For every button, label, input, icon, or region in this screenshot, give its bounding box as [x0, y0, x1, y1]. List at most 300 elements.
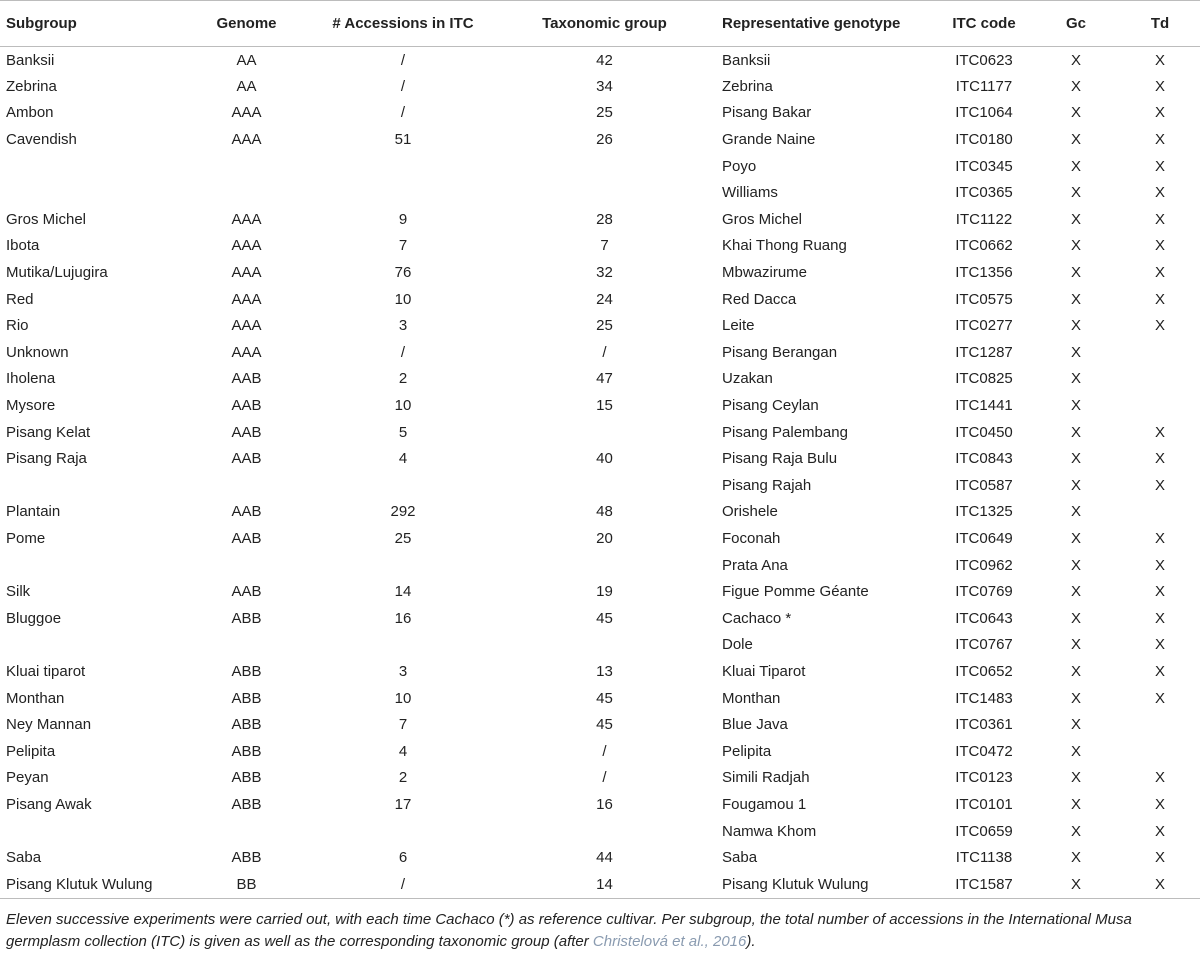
cell-taxonomic-group: 48 — [596, 503, 613, 521]
table-row — [0, 472, 1200, 499]
cell-representative-genotype: Pisang Rajah — [722, 476, 812, 494]
cell-itc-code: ITC0769 — [955, 583, 1013, 601]
cell-td: X — [1154, 317, 1165, 335]
cell-subgroup: Kluai tiparot — [6, 662, 86, 680]
cell-gc: X — [1070, 795, 1081, 813]
cell-subgroup: Peyan — [6, 769, 49, 787]
cell-taxonomic-group: / — [602, 742, 607, 760]
cell-itc-code: ITC1356 — [955, 264, 1013, 282]
cell-itc-code: ITC0472 — [955, 742, 1013, 760]
cell-td — [1120, 339, 1200, 366]
cell-itc-code: ITC1325 — [955, 503, 1013, 521]
table-row — [0, 791, 1200, 818]
table-row — [0, 179, 1200, 206]
cell-subgroup: Ambon — [6, 104, 54, 122]
cell-gc: X — [1070, 742, 1081, 760]
cell-genome: ABB — [231, 742, 262, 760]
cell-genome — [180, 179, 313, 206]
cell-representative-genotype: Grande Naine — [722, 131, 816, 149]
cell-subgroup — [0, 632, 180, 659]
cell-td: X — [1154, 609, 1165, 627]
cell-taxonomic-group: 40 — [596, 450, 613, 468]
cell-genome — [180, 818, 313, 845]
cell-gc: X — [1070, 423, 1081, 441]
cell-genome: AAB — [231, 503, 262, 521]
cell-gc: X — [1070, 716, 1081, 734]
cell-accessions: 16 — [394, 609, 412, 627]
cell-genome: ABB — [231, 849, 262, 867]
cell-taxonomic-group: 13 — [596, 662, 613, 680]
cell-genome: AAA — [231, 131, 262, 149]
cell-itc-code: ITC1441 — [955, 397, 1013, 415]
cell-accessions: 10 — [394, 290, 412, 308]
cell-taxonomic-group: / — [602, 769, 607, 787]
cell-taxonomic-group: 32 — [596, 264, 613, 282]
cell-td: X — [1154, 476, 1165, 494]
cell-taxonomic-group: 45 — [596, 689, 613, 707]
cell-itc-code: ITC0623 — [955, 51, 1013, 69]
cell-subgroup: Gros Michel — [6, 210, 87, 228]
cell-accessions — [313, 818, 493, 845]
cell-taxonomic-group — [493, 179, 716, 206]
cell-itc-code: ITC1587 — [936, 871, 1032, 899]
cell-gc: X — [1070, 636, 1081, 654]
cell-representative-genotype: Blue Java — [722, 716, 788, 734]
cell-itc-code: ITC0123 — [955, 769, 1013, 787]
cell-subgroup: Pisang Klutuk Wulung — [0, 871, 180, 899]
cell-representative-genotype: Kluai Tiparot — [722, 662, 806, 680]
cell-gc: X — [1032, 871, 1120, 899]
cell-gc: X — [1070, 849, 1081, 867]
cell-subgroup: Ney Mannan — [6, 716, 92, 734]
cell-representative-genotype: Mbwazirume — [722, 264, 808, 282]
table-row — [0, 871, 1200, 899]
cell-taxonomic-group: 42 — [596, 51, 613, 69]
cell-accessions: 3 — [398, 662, 408, 680]
cell-taxonomic-group — [493, 552, 716, 579]
table-row — [0, 499, 1200, 526]
cell-td: X — [1154, 822, 1165, 840]
table-row — [0, 711, 1200, 738]
cell-td: X — [1154, 184, 1165, 202]
cell-taxonomic-group: 34 — [596, 77, 613, 95]
table-row — [0, 605, 1200, 632]
cell-itc-code: ITC0649 — [955, 529, 1013, 547]
cell-td: X — [1154, 77, 1165, 95]
cell-td: X — [1154, 529, 1165, 547]
cell-subgroup: Pome — [6, 529, 46, 547]
cell-taxonomic-group — [493, 818, 716, 845]
cell-gc: X — [1070, 290, 1081, 308]
cell-gc: X — [1070, 184, 1081, 202]
cell-subgroup: Plantain — [6, 503, 61, 521]
caption-suffix: ). — [746, 933, 756, 951]
header-genome: Genome — [180, 1, 313, 47]
cell-subgroup — [0, 179, 180, 206]
cell-itc-code: ITC1064 — [955, 104, 1013, 122]
cell-accessions — [313, 632, 493, 659]
cell-td: X — [1154, 689, 1165, 707]
cell-gc: X — [1070, 317, 1081, 335]
cell-representative-genotype: Uzakan — [722, 370, 773, 388]
cell-subgroup — [0, 472, 180, 499]
cell-accessions: / — [400, 51, 406, 69]
cell-itc-code: ITC1287 — [955, 343, 1013, 361]
cell-accessions: 3 — [398, 317, 408, 335]
cell-genome — [180, 472, 313, 499]
cell-accessions: 7 — [398, 237, 408, 255]
cell-td: X — [1154, 131, 1165, 149]
header-itc-code: ITC code — [936, 1, 1032, 47]
cell-taxonomic-group: / — [602, 343, 607, 361]
cell-taxonomic-group: 45 — [596, 716, 613, 734]
cell-accessions: 5 — [398, 423, 408, 441]
cell-taxonomic-group: 20 — [596, 529, 613, 547]
cell-subgroup — [0, 818, 180, 845]
cell-subgroup: Iholena — [6, 370, 56, 388]
cell-taxonomic-group: 14 — [493, 871, 716, 899]
cell-representative-genotype: Saba — [722, 849, 758, 867]
cell-accessions: 2 — [398, 370, 408, 388]
cell-subgroup: Zebrina — [6, 77, 57, 95]
table-caption — [0, 899, 1200, 953]
cell-representative-genotype: Gros Michel — [722, 210, 803, 228]
cell-subgroup: Pisang Awak — [6, 795, 92, 813]
cell-itc-code: ITC0825 — [955, 370, 1013, 388]
cell-gc: X — [1070, 822, 1081, 840]
cell-td: X — [1154, 662, 1165, 680]
table-row — [0, 153, 1200, 180]
cell-accessions: 7 — [398, 716, 408, 734]
cell-td: X — [1154, 290, 1165, 308]
cell-accessions: 4 — [398, 450, 408, 468]
cell-representative-genotype: Dole — [722, 636, 753, 654]
cell-itc-code: ITC1122 — [955, 210, 1013, 228]
header-subgroup: Subgroup — [0, 1, 180, 47]
cell-genome: AAB — [231, 423, 262, 441]
cell-accessions: 51 — [394, 131, 412, 149]
cell-accessions: 17 — [394, 795, 412, 813]
cell-td: X — [1154, 769, 1165, 787]
cell-accessions — [313, 552, 493, 579]
cell-genome: AAA — [231, 343, 262, 361]
cell-gc: X — [1070, 662, 1081, 680]
table-row — [0, 312, 1200, 339]
table-body — [0, 47, 1200, 899]
header-accessions: # Accessions in ITC — [313, 1, 493, 47]
cell-subgroup: Ibota — [6, 237, 40, 255]
cell-td: X — [1154, 51, 1165, 69]
cell-td: X — [1154, 237, 1165, 255]
cell-accessions: 9 — [398, 210, 408, 228]
cell-gc: X — [1070, 237, 1081, 255]
cell-accessions: 25 — [394, 529, 412, 547]
cell-subgroup: Silk — [6, 583, 31, 601]
cell-representative-genotype: Pisang Klutuk Wulung — [716, 871, 936, 899]
cell-taxonomic-group: 28 — [596, 210, 613, 228]
cell-taxonomic-group: 47 — [596, 370, 613, 388]
cell-representative-genotype: Zebrina — [722, 77, 773, 95]
cell-genome: AAA — [231, 210, 262, 228]
cell-genome: ABB — [231, 769, 262, 787]
cell-accessions: 6 — [398, 849, 408, 867]
cell-itc-code: ITC0277 — [955, 317, 1013, 335]
cell-itc-code: ITC0587 — [955, 476, 1013, 494]
cell-td: X — [1154, 157, 1165, 175]
cell-td — [1120, 711, 1200, 738]
table-row — [0, 765, 1200, 792]
cell-taxonomic-group: 45 — [596, 609, 613, 627]
cell-itc-code: ITC0659 — [955, 822, 1013, 840]
cell-td — [1120, 738, 1200, 765]
cell-taxonomic-group: 19 — [596, 583, 613, 601]
cell-genome: AAB — [231, 397, 262, 415]
cell-td: X — [1154, 450, 1165, 468]
cell-genome — [180, 153, 313, 180]
cell-genome: AAB — [231, 450, 262, 468]
cell-td: X — [1154, 210, 1165, 228]
cell-gc: X — [1070, 529, 1081, 547]
cell-taxonomic-group: 7 — [600, 237, 609, 255]
cell-representative-genotype: Pisang Palembang — [722, 423, 848, 441]
cell-accessions: 2 — [398, 769, 408, 787]
cell-itc-code: ITC0575 — [955, 290, 1013, 308]
cell-itc-code: ITC1177 — [955, 77, 1013, 95]
cell-subgroup: Pelipita — [6, 742, 56, 760]
cell-accessions: / — [400, 104, 406, 122]
cell-accessions — [313, 153, 493, 180]
cell-taxonomic-group: 25 — [596, 104, 613, 122]
cell-representative-genotype: Poyo — [722, 157, 757, 175]
cell-genome: AA — [236, 77, 257, 95]
cell-td: X — [1154, 583, 1165, 601]
cell-td — [1120, 392, 1200, 419]
cell-representative-genotype: Pisang Raja Bulu — [722, 450, 838, 468]
table-row — [0, 844, 1200, 871]
cell-td: X — [1154, 423, 1165, 441]
cell-taxonomic-group: 44 — [596, 849, 613, 867]
cell-genome: ABB — [231, 716, 262, 734]
cell-itc-code: ITC0643 — [955, 609, 1013, 627]
table-row — [0, 552, 1200, 579]
cell-subgroup: Monthan — [6, 689, 65, 707]
cell-genome: AAA — [231, 264, 262, 282]
table-row — [0, 658, 1200, 685]
table-row — [0, 126, 1200, 153]
cell-subgroup: Bluggoe — [6, 609, 62, 627]
table-row — [0, 419, 1200, 446]
cell-accessions: / — [400, 343, 406, 361]
table-row — [0, 685, 1200, 712]
cell-gc: X — [1070, 264, 1081, 282]
cell-representative-genotype: Figue Pomme Géante — [722, 583, 869, 601]
cell-td — [1120, 499, 1200, 526]
cell-genome — [180, 552, 313, 579]
cell-gc: X — [1070, 131, 1081, 149]
cell-itc-code: ITC0361 — [955, 716, 1013, 734]
cell-td: X — [1154, 556, 1165, 574]
cell-taxonomic-group: 26 — [596, 131, 613, 149]
cell-taxonomic-group — [493, 153, 716, 180]
cell-genome: ABB — [231, 795, 262, 813]
cell-representative-genotype: Khai Thong Ruang — [722, 237, 847, 255]
header-gc: Gc — [1032, 1, 1120, 47]
cell-representative-genotype: Namwa Khom — [722, 822, 817, 840]
cell-genome — [180, 632, 313, 659]
cell-genome: AAA — [231, 104, 262, 122]
cell-taxonomic-group: 16 — [596, 795, 613, 813]
table-header — [0, 1, 1200, 47]
cell-accessions: 10 — [394, 397, 412, 415]
cell-genome: ABB — [231, 662, 262, 680]
cell-representative-genotype: Foconah — [722, 529, 781, 547]
cell-td: X — [1154, 795, 1165, 813]
cell-representative-genotype: Orishele — [722, 503, 778, 521]
cell-taxonomic-group: 24 — [596, 290, 613, 308]
cell-itc-code: ITC1483 — [955, 689, 1013, 707]
cell-subgroup: Mysore — [6, 397, 56, 415]
table-row — [0, 738, 1200, 765]
cell-representative-genotype: Banksii — [722, 51, 771, 69]
cell-genome: AAA — [231, 237, 262, 255]
cell-genome: AA — [236, 51, 257, 69]
cell-subgroup: Mutika/Lujugira — [6, 264, 108, 282]
cell-itc-code: ITC0101 — [955, 795, 1013, 813]
cell-td: X — [1154, 636, 1165, 654]
cell-representative-genotype: Simili Radjah — [722, 769, 810, 787]
cell-representative-genotype: Leite — [722, 317, 755, 335]
cell-gc: X — [1070, 609, 1081, 627]
cell-representative-genotype: Fougamou 1 — [722, 795, 807, 813]
header-row — [0, 1, 1200, 47]
cell-itc-code: ITC0365 — [955, 184, 1013, 202]
cell-genome: ABB — [231, 609, 262, 627]
cell-td: X — [1120, 871, 1200, 899]
cell-gc: X — [1070, 157, 1081, 175]
cell-taxonomic-group: 15 — [596, 397, 613, 415]
cell-subgroup: Banksii — [6, 51, 55, 69]
cell-gc: X — [1070, 104, 1081, 122]
cell-representative-genotype: Pisang Bakar — [722, 104, 812, 122]
cell-accessions — [313, 472, 493, 499]
cell-gc: X — [1070, 503, 1081, 521]
table-row — [0, 525, 1200, 552]
cell-subgroup — [0, 153, 180, 180]
cell-accessions: 292 — [390, 503, 416, 521]
cell-genome: AAB — [231, 529, 262, 547]
table-row — [0, 366, 1200, 393]
cell-taxonomic-group: 25 — [596, 317, 613, 335]
cell-representative-genotype: Pelipita — [722, 742, 772, 760]
cell-genome: ABB — [231, 689, 262, 707]
cell-subgroup: Rio — [6, 317, 29, 335]
cell-representative-genotype: Pisang Berangan — [722, 343, 838, 361]
cell-gc: X — [1070, 556, 1081, 574]
cell-subgroup: Cavendish — [6, 131, 77, 149]
cell-itc-code: ITC0962 — [955, 556, 1013, 574]
table-row — [0, 73, 1200, 100]
header-taxonomic-group: Taxonomic group — [493, 1, 716, 47]
table-row — [0, 286, 1200, 313]
cell-genome: AAA — [231, 290, 262, 308]
table-row — [0, 632, 1200, 659]
cell-td: X — [1154, 104, 1165, 122]
table-row — [0, 259, 1200, 286]
cell-accessions: 10 — [394, 689, 412, 707]
cell-gc: X — [1070, 51, 1081, 69]
cell-representative-genotype: Cachaco * — [722, 609, 792, 627]
cell-gc: X — [1070, 476, 1081, 494]
cell-gc: X — [1070, 343, 1081, 361]
cell-subgroup: Red — [6, 290, 34, 308]
cell-subgroup: Pisang Raja — [6, 450, 87, 468]
table-row — [0, 47, 1200, 74]
cell-itc-code: ITC1138 — [955, 849, 1013, 867]
cell-td — [1120, 366, 1200, 393]
cell-representative-genotype: Red Dacca — [722, 290, 797, 308]
cell-taxonomic-group — [493, 472, 716, 499]
cell-genome: BB — [180, 871, 313, 899]
cell-itc-code: ITC0662 — [955, 237, 1013, 255]
cell-gc: X — [1070, 397, 1081, 415]
cell-itc-code: ITC0767 — [955, 636, 1013, 654]
cell-subgroup: Saba — [6, 849, 42, 867]
table-row — [0, 339, 1200, 366]
cell-representative-genotype: Monthan — [722, 689, 781, 707]
cell-subgroup: Pisang Kelat — [6, 423, 91, 441]
table-row — [0, 578, 1200, 605]
cell-accessions: / — [313, 871, 493, 899]
cell-itc-code: ITC0345 — [955, 157, 1013, 175]
caption-citation-link[interactable]: Christelová et al., 2016 — [592, 933, 747, 951]
cell-td: X — [1154, 264, 1165, 282]
cell-gc: X — [1070, 583, 1081, 601]
table-row — [0, 100, 1200, 127]
table-row — [0, 818, 1200, 845]
cell-taxonomic-group — [493, 419, 716, 446]
table-row — [0, 392, 1200, 419]
cell-subgroup: Unknown — [6, 343, 69, 361]
cell-representative-genotype: Pisang Ceylan — [722, 397, 819, 415]
header-representative-genotype: Representative genotype — [716, 1, 936, 47]
table-row — [0, 445, 1200, 472]
table-row — [0, 233, 1200, 260]
cell-gc: X — [1070, 77, 1081, 95]
header-td: Td — [1120, 1, 1200, 47]
cell-genome: AAB — [231, 583, 262, 601]
cell-td: X — [1154, 849, 1165, 867]
cell-gc: X — [1070, 210, 1081, 228]
cell-accessions: 14 — [394, 583, 412, 601]
cell-taxonomic-group — [493, 632, 716, 659]
cell-accessions: 76 — [394, 264, 412, 282]
cell-representative-genotype: Prata Ana — [722, 556, 788, 574]
cell-genome: AAA — [231, 317, 262, 335]
cell-itc-code: ITC0652 — [955, 662, 1013, 680]
cell-accessions — [313, 179, 493, 206]
caption-text: Eleven successive experiments were carried out, with each time Cachaco (*) as reference cultivar. Per subgroup, the total number of accessions in the International Musa germplasm collection (ITC) is given as well as the corresponding taxonomic group (after — [6, 911, 1132, 951]
cell-gc: X — [1070, 450, 1081, 468]
cell-representative-genotype: Williams — [722, 184, 778, 202]
cell-itc-code: ITC0450 — [955, 423, 1013, 441]
cell-subgroup — [0, 552, 180, 579]
cell-genome: AAB — [231, 370, 262, 388]
cell-itc-code: ITC0180 — [955, 131, 1013, 149]
cell-itc-code: ITC0843 — [955, 450, 1013, 468]
cell-gc: X — [1070, 769, 1081, 787]
cell-gc: X — [1070, 370, 1081, 388]
table-row — [0, 206, 1200, 233]
